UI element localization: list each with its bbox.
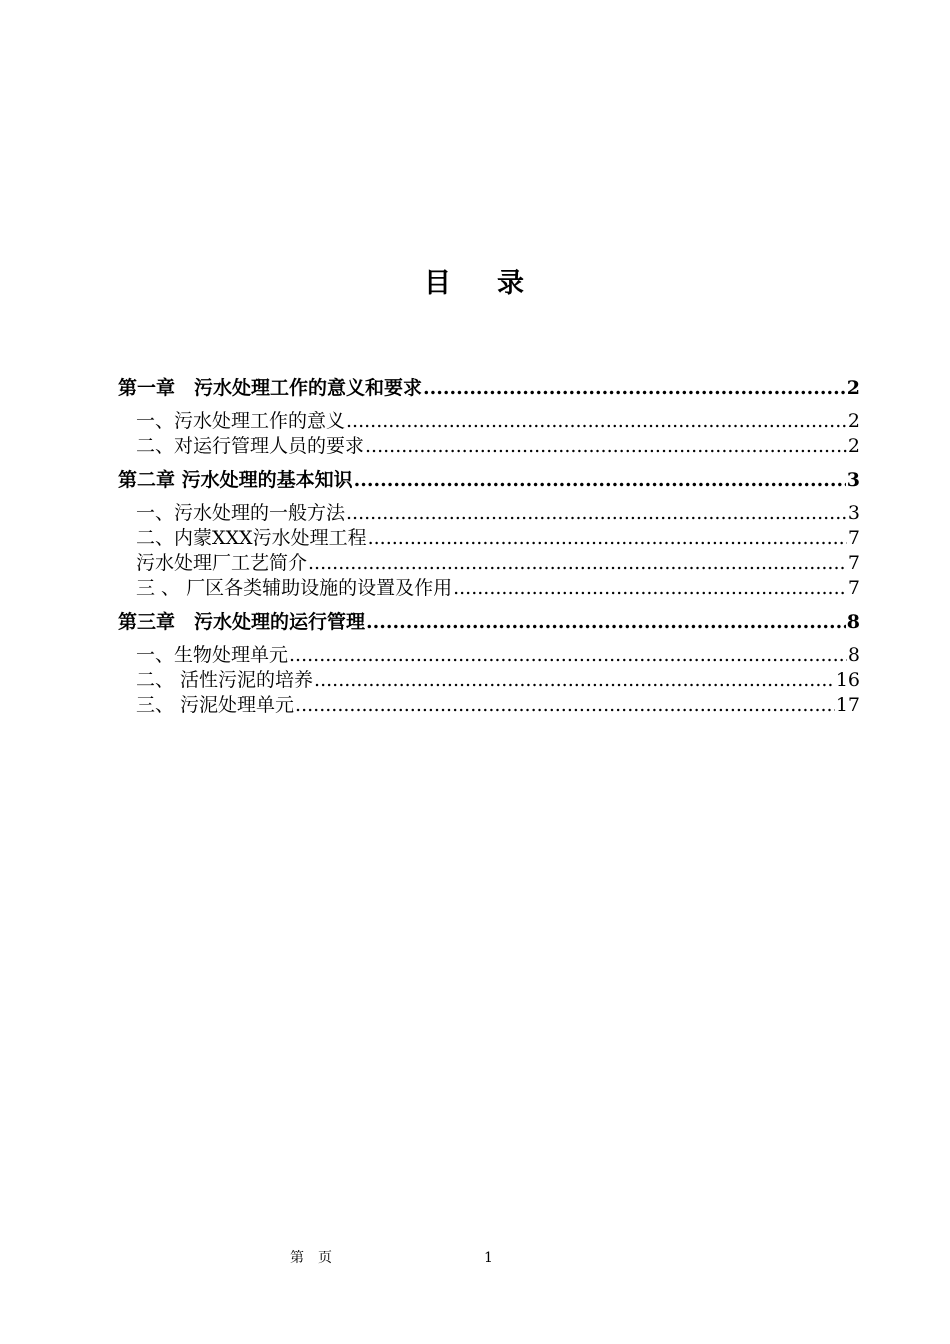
toc-entry-3-2[interactable] (118, 668, 860, 693)
toc-leader-dots (366, 608, 846, 637)
toc-entry-page: 2 (846, 377, 860, 399)
toc-entry-2-1[interactable] (118, 501, 860, 526)
toc-entry-3-3[interactable] (118, 693, 860, 718)
toc-entry-page: 2 (847, 410, 860, 432)
toc-title-char-1: 目 (424, 268, 453, 299)
toc-entry-label: 二、 活性污泥的培养 (136, 669, 314, 691)
toc-entry-label: 二、对运行管理人员的要求 (136, 435, 365, 457)
toc-entry-chapter-1[interactable] (118, 374, 860, 403)
toc-entry-label: 三 、 厂区各类辅助设施的设置及作用 (136, 577, 453, 599)
toc-entry-3-1[interactable] (118, 643, 860, 668)
toc-entry-label: 三、 污泥处理单元 (136, 694, 295, 716)
toc-entry-page: 3 (847, 502, 860, 524)
toc-leader-dots (314, 668, 835, 693)
toc-leader-dots (346, 409, 847, 434)
toc-entry-2-2[interactable] (118, 526, 860, 551)
toc-entry-2-4[interactable] (118, 576, 860, 601)
toc-leader-dots (368, 526, 847, 551)
toc-title-char-2: 录 (497, 268, 526, 299)
toc-leader-dots (354, 466, 846, 495)
toc-entry-page: 7 (847, 577, 860, 599)
toc-entry-label: 一、生物处理单元 (136, 644, 289, 666)
toc-entry-label: 二、内蒙XXX污水处理工程 (136, 527, 367, 549)
toc-leader-dots (308, 551, 847, 576)
toc-leader-dots (295, 693, 835, 718)
toc-entry-label: 第二章 污水处理的基本知识 (118, 469, 353, 491)
toc-entry-label: 污水处理厂工艺简介 (136, 552, 308, 574)
toc-entry-chapter-3[interactable] (118, 608, 860, 637)
toc-entry-page: 17 (835, 694, 860, 716)
toc-leader-dots (289, 643, 847, 668)
toc-leader-dots (453, 576, 847, 601)
page-footer (0, 1248, 950, 1268)
toc-entry-page: 7 (847, 552, 860, 574)
toc-entry-1-2[interactable] (118, 434, 860, 459)
toc-entry-page: 16 (835, 669, 860, 691)
toc-entry-label: 第三章 污水处理的运行管理 (118, 611, 366, 633)
toc-entry-page: 3 (846, 469, 860, 491)
footer-page-number: 1 (484, 1250, 493, 1266)
toc-entry-2-3[interactable] (118, 551, 860, 576)
toc-entry-page: 2 (847, 435, 860, 457)
toc-entry-page: 7 (847, 527, 860, 549)
toc-leader-dots (365, 434, 847, 459)
toc-entry-page: 8 (847, 644, 860, 666)
toc-entry-label: 一、污水处理工作的意义 (136, 410, 346, 432)
toc-leader-dots (423, 374, 846, 403)
toc-title (0, 266, 950, 302)
toc-entry-page: 8 (846, 611, 860, 633)
toc-entry-label: 第一章 污水处理工作的意义和要求 (118, 377, 423, 399)
toc-entry-1-1[interactable] (118, 409, 860, 434)
footer-page-label: 第 页 (290, 1250, 332, 1266)
table-of-contents (118, 374, 860, 718)
toc-entry-label: 一、污水处理的一般方法 (136, 502, 346, 524)
toc-entry-chapter-2[interactable] (118, 466, 860, 495)
toc-leader-dots (346, 501, 847, 526)
